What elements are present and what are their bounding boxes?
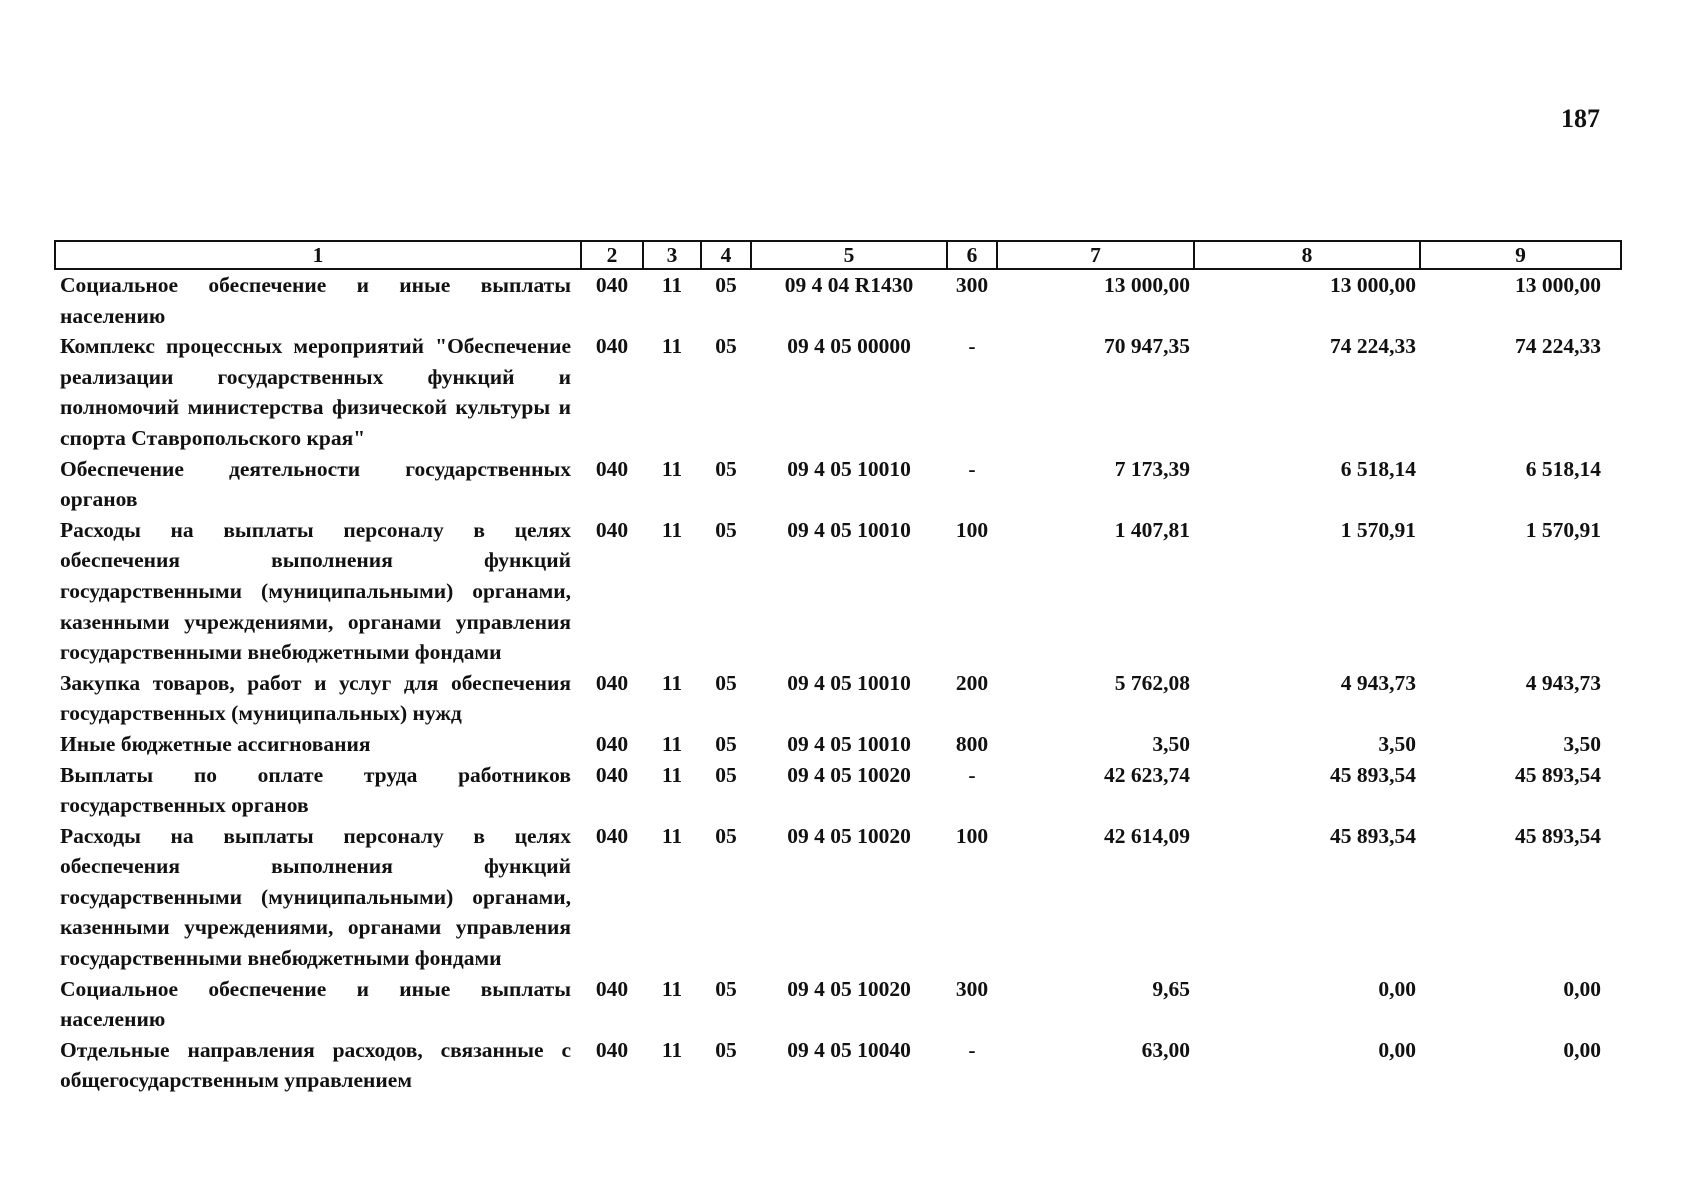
- table-row: [55, 454, 1621, 515]
- row-ministry-code: 040: [595, 517, 629, 542]
- row-amount-col-9: 45 893,54: [1515, 823, 1601, 848]
- row-expense-type: -: [968, 334, 976, 359]
- table-row: [55, 1035, 1621, 1096]
- row-section-code: 11: [661, 273, 683, 297]
- row-amount-col-9: 13 000,00: [1515, 273, 1601, 297]
- row-amount-col-9: 45 893,54: [1515, 762, 1601, 787]
- row-section-code: 11: [661, 456, 683, 481]
- page-number: 187: [1561, 104, 1600, 133]
- row-target-code: 09 4 05 10010: [787, 517, 911, 542]
- header-col-4: 4: [701, 241, 751, 269]
- row-name: Комплекс процессных мероприятий "Обеспечение реализации государственных функций и полномочий министерства физической культуры и спорта Ставропольского края": [60, 334, 571, 450]
- table-row: [55, 515, 1621, 668]
- row-ministry-code: 040: [595, 823, 629, 848]
- table-header: [55, 241, 1621, 269]
- row-ministry-code: 040: [595, 273, 629, 297]
- row-amount-col-9: 3,50: [1563, 731, 1601, 756]
- row-amount-col-8: 1 570,91: [1340, 517, 1416, 542]
- row-ministry-code: 040: [595, 762, 629, 787]
- row-amount-col-7: 9,65: [1152, 976, 1190, 1001]
- row-subsection-code: 05: [715, 273, 737, 297]
- row-subsection-code: 05: [715, 1037, 737, 1062]
- row-name: Социальное обеспечение и иные выплаты населению: [60, 976, 571, 1032]
- row-amount-col-8: 6 518,14: [1340, 456, 1416, 481]
- row-amount-col-8: 74 224,33: [1330, 334, 1416, 359]
- row-amount-col-9: 4 943,73: [1525, 670, 1601, 695]
- row-name: Иные бюджетные ассигнования: [60, 731, 371, 756]
- row-amount-col-8: 45 893,54: [1330, 823, 1416, 848]
- row-amount-col-8: 45 893,54: [1330, 762, 1416, 787]
- row-amount-col-8: 13 000,00: [1330, 273, 1416, 297]
- row-name: Обеспечение деятельности государственных органов: [60, 456, 571, 512]
- row-amount-col-7: 70 947,35: [1104, 334, 1190, 359]
- row-section-code: 11: [661, 731, 683, 756]
- row-subsection-code: 05: [715, 456, 737, 481]
- row-target-code: 09 4 05 10010: [787, 670, 911, 695]
- row-subsection-code: 05: [715, 670, 737, 695]
- row-target-code: 09 4 05 10020: [787, 976, 911, 1001]
- row-expense-type: -: [968, 762, 976, 787]
- row-target-code: 09 4 05 10010: [787, 456, 911, 481]
- row-expense-type: 300: [955, 976, 989, 1001]
- row-section-code: 11: [661, 762, 683, 787]
- row-expense-type: 800: [955, 731, 989, 756]
- row-target-code: 09 4 05 10010: [787, 731, 911, 756]
- row-amount-col-7: 42 614,09: [1104, 823, 1190, 848]
- row-amount-col-8: 0,00: [1378, 976, 1416, 1001]
- row-subsection-code: 05: [715, 334, 737, 359]
- row-amount-col-8: 4 943,73: [1340, 670, 1416, 695]
- row-amount-col-7: 1 407,81: [1114, 517, 1190, 542]
- row-name: Закупка товаров, работ и услуг для обеспечения государственных (муниципальных) нужд: [60, 670, 571, 726]
- row-target-code: 09 4 05 10020: [787, 762, 911, 787]
- header-col-7: 7: [997, 241, 1194, 269]
- row-subsection-code: 05: [715, 823, 737, 848]
- row-subsection-code: 05: [715, 731, 737, 756]
- row-target-code: 09 4 05 00000: [787, 334, 911, 359]
- row-amount-col-7: 7 173,39: [1114, 456, 1190, 481]
- row-amount-col-9: 6 518,14: [1525, 456, 1601, 481]
- row-target-code: 09 4 05 10040: [787, 1037, 911, 1062]
- row-amount-col-9: 0,00: [1563, 976, 1601, 1001]
- row-name: Отдельные направления расходов, связанные с общегосударственным управлением: [60, 1037, 571, 1093]
- row-amount-col-7: 5 762,08: [1114, 670, 1190, 695]
- row-amount-col-7: 42 623,74: [1104, 762, 1190, 787]
- row-expense-type: 100: [955, 517, 989, 542]
- row-amount-col-9: 1 570,91: [1525, 517, 1601, 542]
- row-name: Выплаты по оплате труда работников государственных органов: [60, 762, 571, 818]
- row-ministry-code: 040: [595, 731, 629, 756]
- row-section-code: 11: [661, 670, 683, 695]
- row-ministry-code: 040: [595, 456, 629, 481]
- row-name: Социальное обеспечение и иные выплаты населению: [60, 273, 571, 328]
- header-row: [55, 241, 1621, 269]
- row-section-code: 11: [661, 334, 683, 359]
- budget-table: [54, 240, 1622, 1096]
- row-subsection-code: 05: [715, 976, 737, 1001]
- row-name: Расходы на выплаты персоналу в целях обеспечения выполнения функций государственными (муниципальными) органами, казенными учреждениями, органами управления государственными внебюджетными фондами: [60, 517, 571, 665]
- row-ministry-code: 040: [595, 334, 629, 359]
- table-body: [55, 269, 1621, 1096]
- row-section-code: 11: [661, 823, 683, 848]
- header-col-1: 1: [55, 241, 581, 269]
- row-amount-col-8: 3,50: [1378, 731, 1416, 756]
- row-ministry-code: 040: [595, 670, 629, 695]
- table-row: [55, 729, 1621, 760]
- row-section-code: 11: [661, 976, 683, 1001]
- row-amount-col-7: 3,50: [1152, 731, 1190, 756]
- row-ministry-code: 040: [595, 1037, 629, 1062]
- header-col-2: 2: [581, 241, 643, 269]
- row-expense-type: -: [968, 1037, 976, 1062]
- header-col-6: 6: [947, 241, 997, 269]
- table-row: [55, 974, 1621, 1035]
- row-section-code: 11: [661, 517, 683, 542]
- header-col-8: 8: [1194, 241, 1420, 269]
- table-row: [55, 821, 1621, 974]
- row-target-code: 09 4 04 R1430: [784, 273, 914, 297]
- row-section-code: 11: [661, 1037, 683, 1062]
- row-amount-col-7: 13 000,00: [1104, 273, 1190, 297]
- row-amount-col-9: 74 224,33: [1515, 334, 1601, 359]
- header-col-3: 3: [643, 241, 701, 269]
- header-col-5: 5: [751, 241, 947, 269]
- row-amount-col-7: 63,00: [1141, 1037, 1190, 1062]
- row-subsection-code: 05: [715, 762, 737, 787]
- table-row: [55, 269, 1621, 331]
- table-row: [55, 760, 1621, 821]
- row-name: Расходы на выплаты персоналу в целях обеспечения выполнения функций государственными (муниципальными) органами, казенными учреждениями, органами управления государственными внебюджетными фондами: [60, 823, 571, 971]
- row-amount-col-8: 0,00: [1378, 1037, 1416, 1062]
- row-expense-type: 100: [955, 823, 989, 848]
- row-target-code: 09 4 05 10020: [787, 823, 911, 848]
- row-expense-type: 200: [955, 670, 989, 695]
- row-ministry-code: 040: [595, 976, 629, 1001]
- table-row: [55, 668, 1621, 729]
- row-expense-type: 300: [955, 273, 989, 297]
- row-expense-type: -: [968, 456, 976, 481]
- row-subsection-code: 05: [715, 517, 737, 542]
- row-amount-col-9: 0,00: [1563, 1037, 1601, 1062]
- table-row: [55, 331, 1621, 453]
- header-col-9: 9: [1420, 241, 1621, 269]
